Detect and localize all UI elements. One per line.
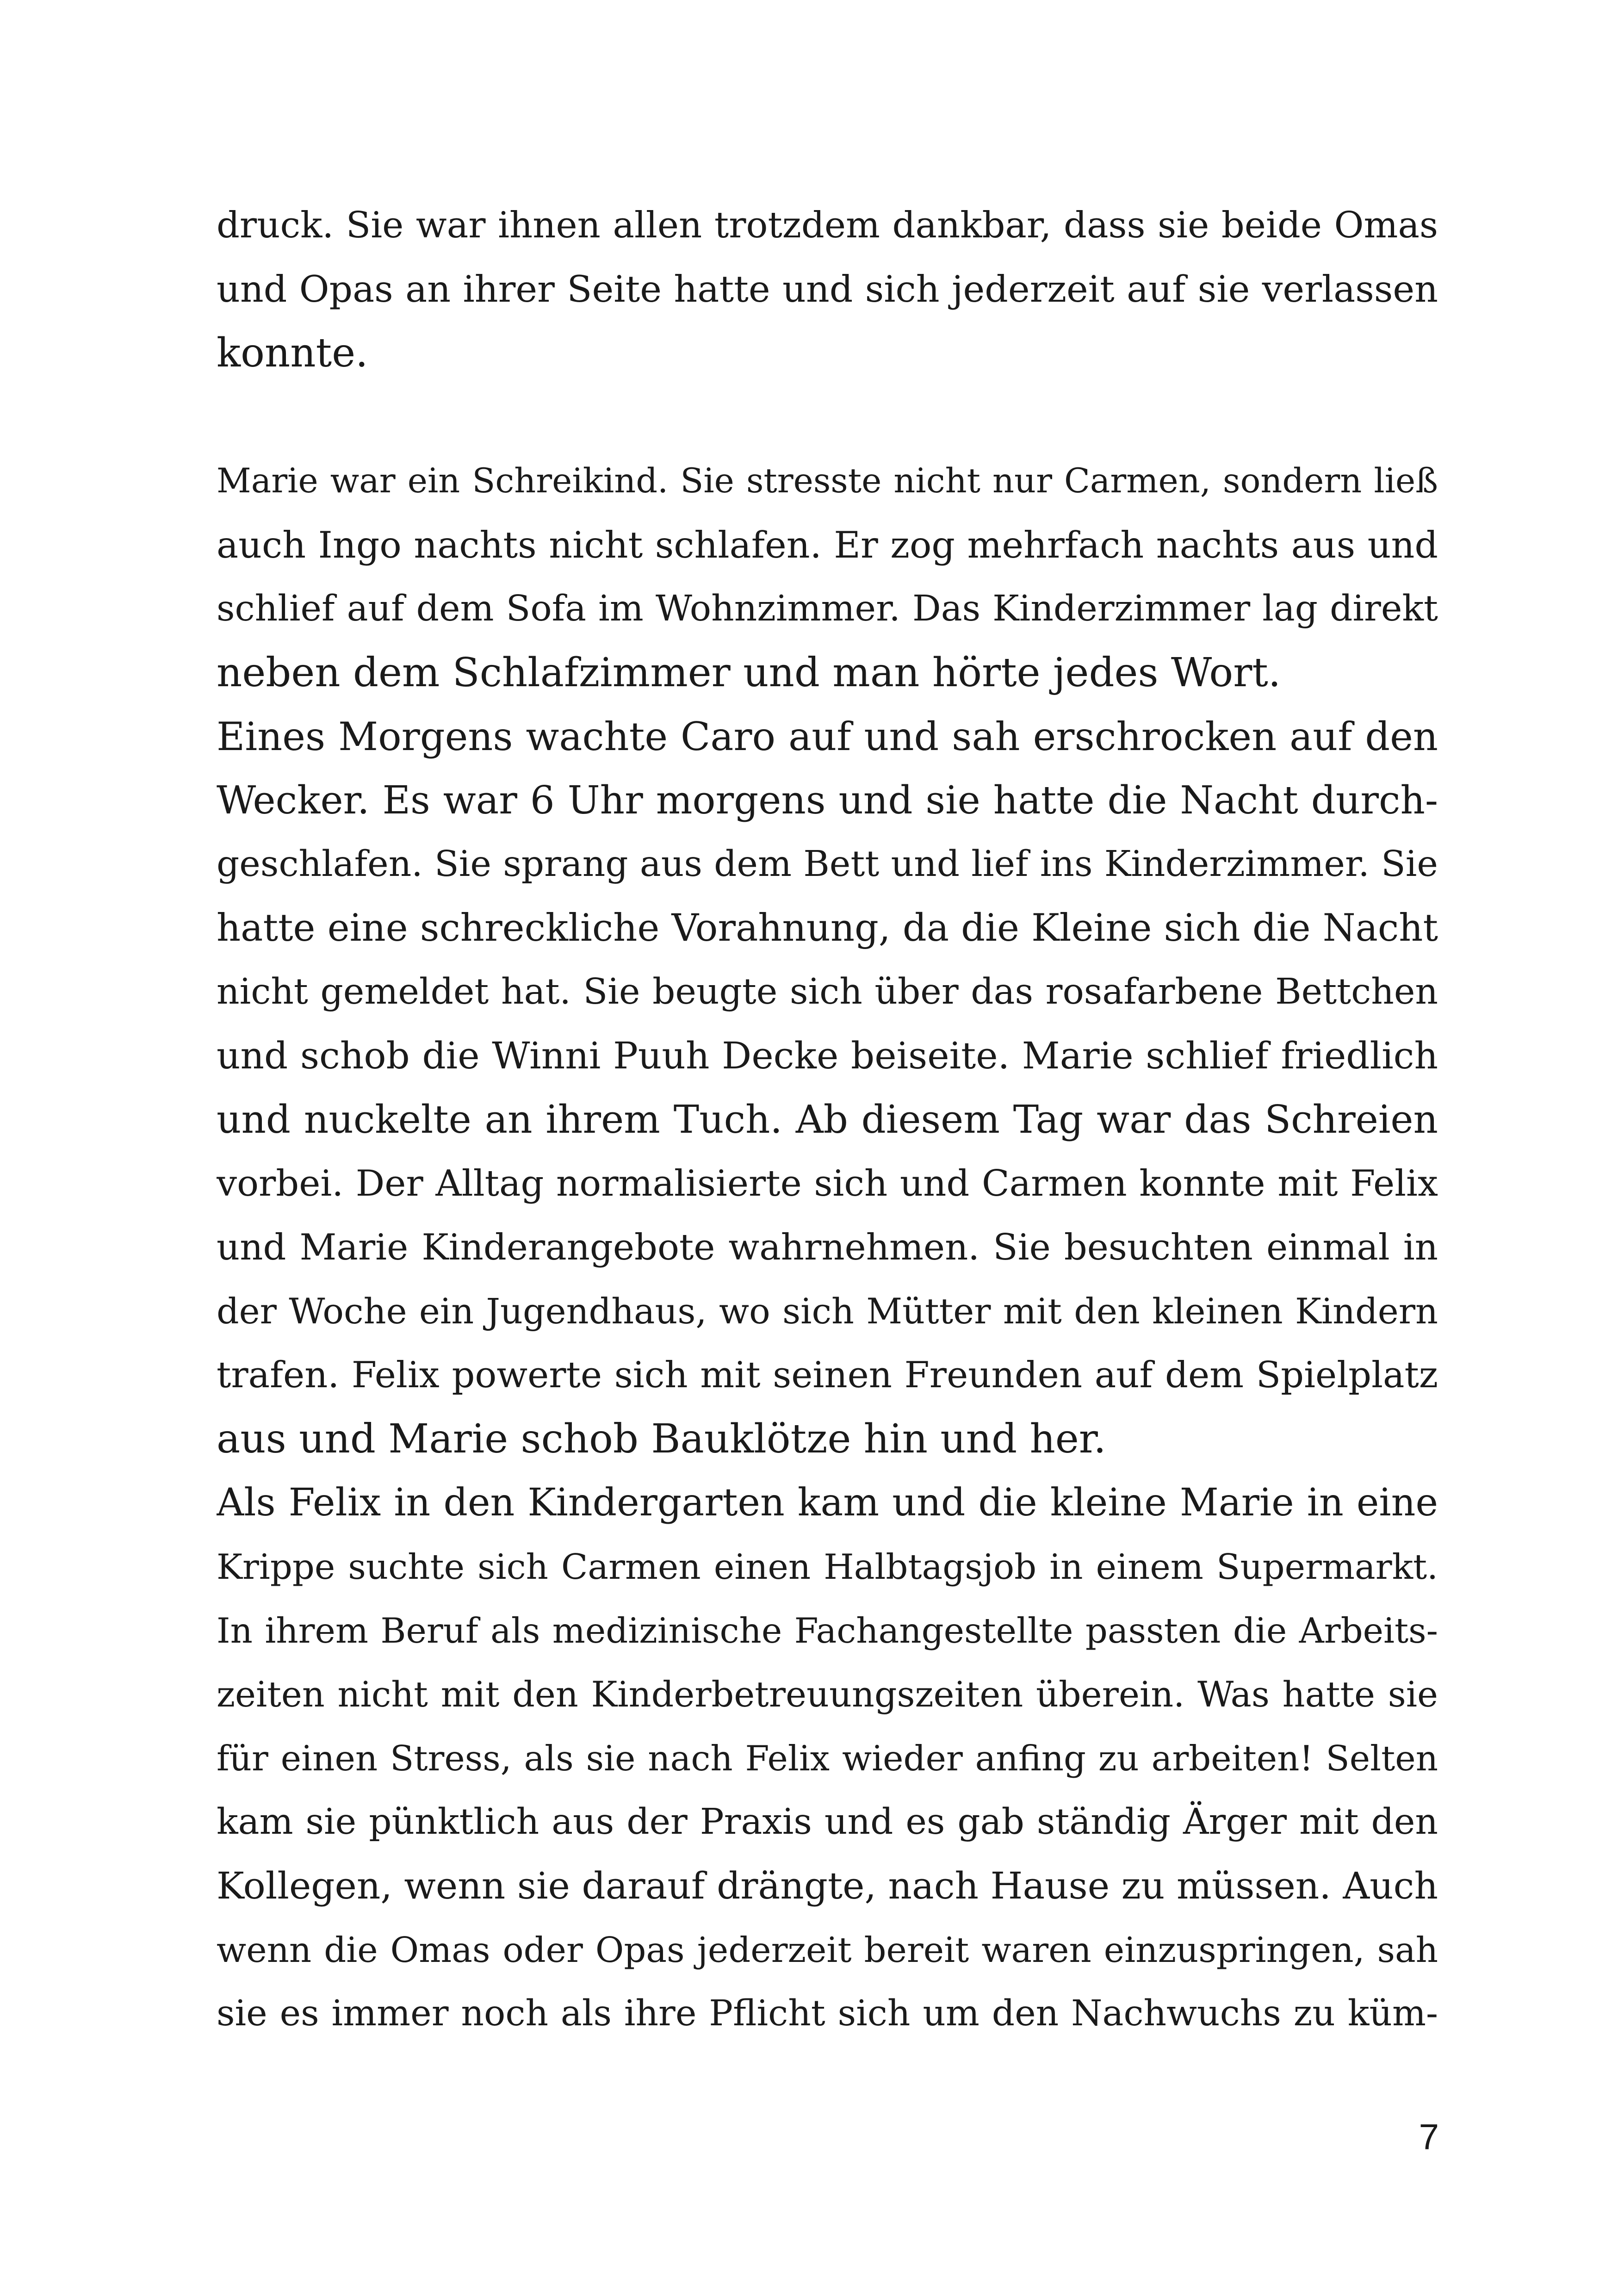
text-line: für einen Stress, als sie nach Felix wieder anfing zu arbeiten! Selten (217, 1738, 1438, 1779)
text-line: sie es immer noch als ihre Pflicht sich um den Nachwuchs zu küm- (217, 1993, 1438, 2034)
paragraph-1 (217, 193, 1438, 385)
page-number: 7 (1419, 2116, 1439, 2157)
text-line: und schob die Winni Puuh Decke beiseite. Marie schlief friedlich (217, 1034, 1438, 1077)
text-line: und Opas an ihrer Seite hatte und sich jederzeit auf sie verlassen (217, 268, 1438, 310)
text-line: hatte eine schreckliche Vorahnung, da die Kleine sich die Nacht (217, 906, 1438, 950)
text-line: Kollegen, wenn sie darauf drängte, nach Hause zu müssen. Auch (217, 1864, 1438, 1907)
text-line: kam sie pünktlich aus der Praxis und es gab ständig Ärger mit den (217, 1801, 1438, 1843)
text-line: druck. Sie war ihnen allen trotzdem dankbar, dass sie beide Omas (217, 205, 1438, 246)
text-line: wenn die Omas oder Opas jederzeit bereit waren einzuspringen, sah (217, 1930, 1438, 1970)
text-line: und Marie Kinderangebote wahrnehmen. Sie besuchten einmal in (217, 1227, 1438, 1268)
paragraph-4 (217, 1471, 1438, 2046)
text-line: und nuckelte an ihrem Tuch. Ab diesem Tag war das Schreien (217, 1097, 1438, 1142)
text-line: konnte. (217, 330, 368, 376)
text-line: Wecker. Es war 6 Uhr morgens und sie hatte die Nacht durch- (217, 778, 1438, 823)
text-line: Krippe suchte sich Carmen einen Halbtagsjob in einem Supermarkt. (217, 1546, 1438, 1587)
text-line: aus und Marie schob Bauklötze hin und her. (217, 1416, 1106, 1462)
text-line: nicht gemeldet hat. Sie beugte sich über das rosafarbene Bettchen (217, 971, 1438, 1012)
text-line: schlief auf dem Sofa im Wohnzimmer. Das Kinderzimmer lag direkt (217, 588, 1438, 629)
text-line: geschlafen. Sie sprang aus dem Bett und lief ins Kinderzimmer. Sie (217, 844, 1438, 885)
text-line: auch Ingo nachts nicht schlafen. Er zog mehrfach nachts aus und (217, 524, 1438, 566)
text-line: zeiten nicht mit den Kinderbetreuungszeiten überein. Was hatte sie (217, 1674, 1438, 1715)
text-line: Als Felix in den Kindergarten kam und die kleine Marie in eine (217, 1481, 1438, 1525)
text-line: neben dem Schlafzimmer und man hörte jedes Wort. (217, 650, 1281, 696)
paragraph-3 (217, 705, 1438, 1471)
text-line: vorbei. Der Alltag normalisierte sich und Carmen konnte mit Felix (217, 1163, 1438, 1204)
body-text (217, 449, 1438, 2046)
paragraph-2 (217, 449, 1438, 705)
text-line: Marie war ein Schreikind. Sie stresste nicht nur Carmen, sondern ließ (217, 461, 1438, 501)
text-line: trafen. Felix powerte sich mit seinen Freunden auf dem Spielplatz (217, 1354, 1438, 1396)
text-line: der Woche ein Jugendhaus, wo sich Mütter mit den kleinen Kindern (217, 1291, 1438, 1332)
text-line: In ihrem Beruf als medizinische Fachangestellte passten die Arbeits- (217, 1610, 1438, 1651)
text-line: Eines Morgens wachte Caro auf und sah erschrocken auf den (217, 714, 1438, 759)
